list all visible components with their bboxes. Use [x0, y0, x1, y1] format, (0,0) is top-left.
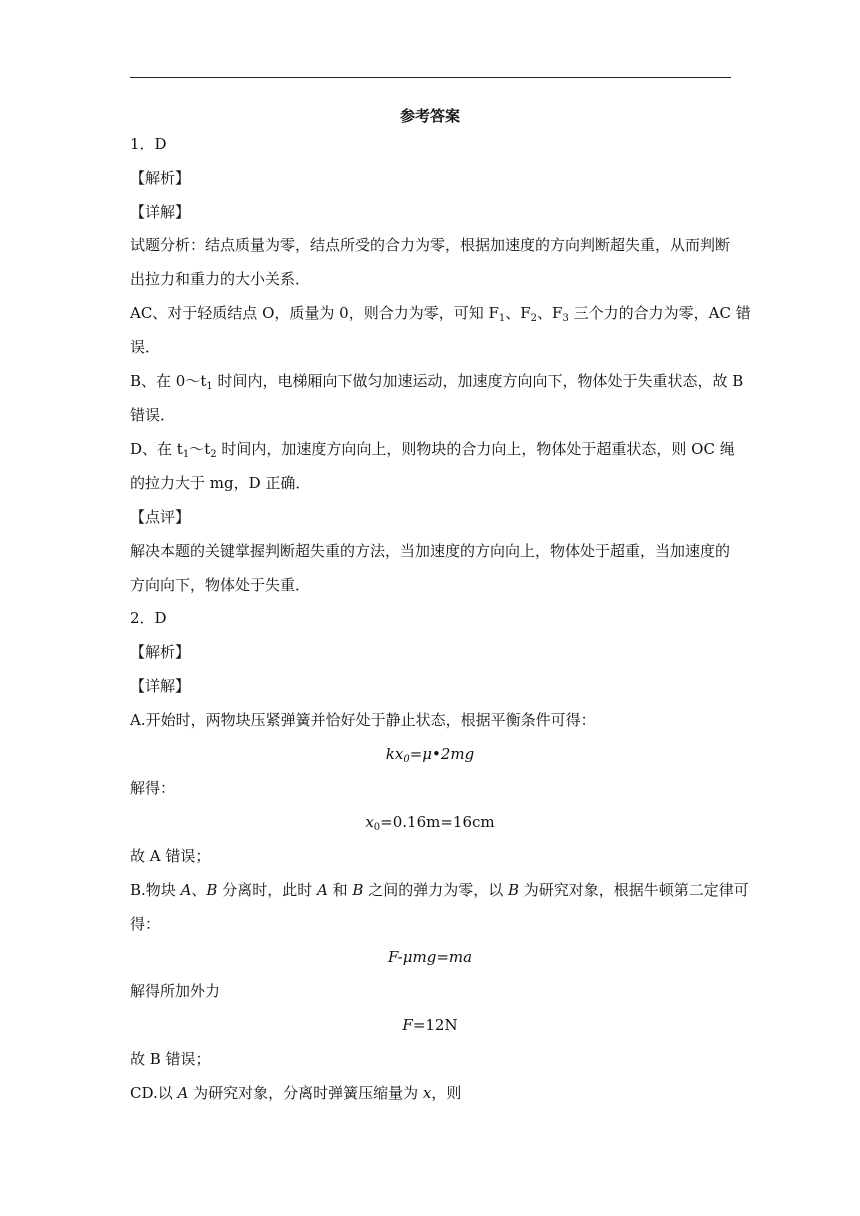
q1-para2-line1: AC、对于轻质结点 O，质量为 0，则合力为零，可知 $F_1$、$F_2$、$F_3$ 三个力的合力为零，AC 错 — [130, 304, 751, 324]
q1-para4-line2: 的拉力大于 mg，D 正确． — [130, 474, 311, 492]
q2-para-cd: CD.以 A 为研究对象，分离时弹簧压缩量为 x，则 — [130, 1084, 462, 1102]
q1-para3-line1: B、在 $0\sim t_1$ 时间内，电梯厢向下做匀加速运动，加速度方向向下，物体处于失重状态，故 B — [130, 372, 744, 392]
page-title: 参考答案 — [399, 107, 460, 125]
equation-3: F-μmg=ma — [387, 948, 473, 966]
q1-para3-line2: 错误． — [130, 406, 176, 424]
q2-para-b-line2: 得： — [130, 915, 161, 933]
q1-para5-line2: 方向向下，物体处于失重． — [130, 576, 311, 594]
q1-detail-tag: 【详解】 — [130, 203, 191, 221]
solve-label-1: 解得： — [130, 779, 176, 797]
q2-para-b-line1: B.物块 A、B 分离时，此时 A 和 B 之间的弹力为零，以 B 为研究对象，根据牛顿第二定律可 — [130, 881, 749, 899]
conclusion-b: 故 B 错误； — [130, 1050, 211, 1068]
header-rule — [130, 77, 731, 78]
q1-para2-line2: 误． — [130, 338, 161, 356]
q1-para1-line2: 出拉力和重力的大小关系． — [130, 270, 311, 288]
q1-para1-line1: 试题分析：结点质量为零，结点所受的合力为零，根据加速度的方向判断超失重，从而判断 — [130, 236, 731, 254]
equation-2: $x_0=0.16m=16cm$ — [365, 813, 495, 833]
q1-analysis-tag: 【解析】 — [130, 169, 191, 187]
equation-4: F=12N — [402, 1016, 458, 1034]
conclusion-a: 故 A 错误； — [130, 847, 211, 865]
q1-para4-line1: D、在 $t_1\sim t_2$ 时间内，加速度方向向上，则物块的合力向上，物体处于超重状态，则 OC 绳 — [130, 440, 735, 460]
equation-1: $kx_0=\mu•2mg$ — [385, 745, 475, 765]
q2-analysis-tag: 【解析】 — [130, 643, 191, 661]
q1-answer: 1．D — [130, 135, 167, 153]
solve-label-2: 解得所加外力 — [130, 982, 221, 1000]
q1-comment-tag: 【点评】 — [130, 508, 191, 526]
q2-para-a: A.开始时，两物块压紧弹簧并恰好处于静止状态，根据平衡条件可得： — [130, 711, 596, 729]
q2-detail-tag: 【详解】 — [130, 677, 191, 695]
q2-answer: 2．D — [130, 609, 167, 627]
q1-para5-line1: 解决本题的关键掌握判断超失重的方法，当加速度的方向向上，物体处于超重，当加速度的 — [130, 542, 731, 560]
